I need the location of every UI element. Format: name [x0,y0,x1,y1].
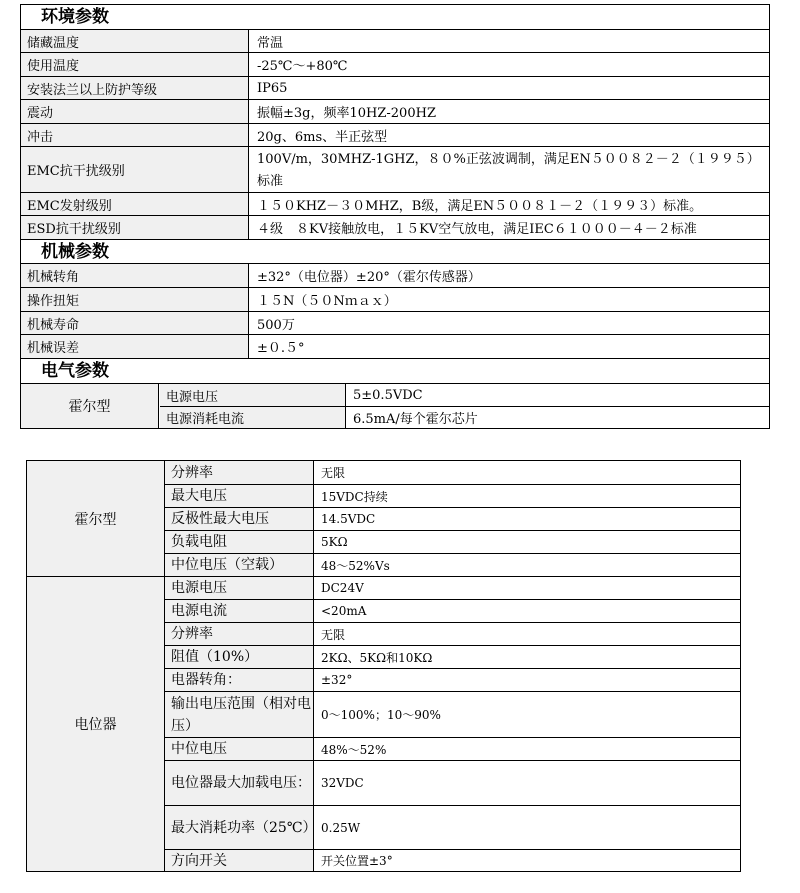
table-row [21,263,769,287]
row-label: 电位器最大加载电压： [165,761,314,805]
table-row [21,123,769,146]
table-row [165,805,740,849]
table-row [165,645,740,668]
row-value: 500万 [257,317,295,333]
row-label: 分辨率 [165,461,314,484]
row-label: 机械误差 [21,335,249,358]
row-value: 14.5VDC [321,512,376,526]
row-label: 电源电压 [165,577,314,599]
row-value: 2KΩ、5KΩ和10KΩ [321,650,433,665]
row-value: 振幅±3g，频率10HZ-200HZ [257,106,436,121]
table-row [21,192,769,215]
section-title-electrical: 电气参数 [21,358,769,383]
row-label: 中位电压（空载） [165,554,314,576]
table-row [165,484,740,507]
row-label: 阻值（10%） [165,646,314,668]
table-row [165,668,740,691]
row-value: 5KΩ [321,535,348,549]
row-value: 0～100%；10～90% [321,708,441,722]
group-label-potentiometer: 电位器 [27,576,165,871]
table-row [165,599,740,622]
row-value: 20g、6ms、半正弦型 [257,129,388,145]
row-label: 电源电流 [165,600,314,622]
row-value: ４级 ８KV接触放电，１５KV空气放电，满足IEC６１０００－４－２标准 [257,222,697,237]
row-label: 储藏温度 [21,30,249,52]
row-value: 48%～52% [321,742,387,757]
row-label: 输出电压范围（相对电压） [165,692,314,737]
row-label: 使用温度 [21,53,249,76]
table-row [21,29,769,52]
row-value: 5±0.5VDC [353,387,423,403]
row-label: 震动 [21,100,249,123]
table-row [21,146,769,192]
row-label: 安装法兰以上防护等级 [21,77,249,99]
row-label: 分辨率 [165,623,314,645]
table-row [165,553,740,576]
section-title-mechanical: 机械参数 [21,239,769,263]
row-value: ±32°（电位器）±20°（霍尔传感器） [257,270,481,285]
table-row [165,737,740,760]
table-row [21,287,769,311]
row-label: 操作扭矩 [21,288,249,311]
row-value: 0.25W [321,820,361,835]
sensor-spec-table [26,460,741,872]
row-value: 15VDC持续 [321,489,388,504]
group-label-hall: 霍尔型 [27,461,165,576]
row-label: 电器转角： [165,669,314,691]
table-row [165,461,740,484]
parameters-table [20,4,770,429]
row-label: 机械寿命 [21,312,249,334]
row-label: 电源消耗电流 [160,407,346,428]
row-label: EMC抗干扰级别 [21,147,249,192]
row-value: １５０KHZ－３０MHZ，B级，满足EN５００８１－２（１９９３）标准。 [257,198,703,214]
electrical-group [21,383,769,428]
row-label: 反极性最大电压 [165,508,314,530]
row-value: 100V/m，30MHZ-1GHZ，８０%正弦波调制，满足EN５００８２－２（１９９５）标准 [257,152,760,189]
row-value: 48～52%Vs [321,558,390,573]
table-row [165,691,740,737]
table-row [165,849,740,871]
table-row [21,311,769,334]
table-row [165,760,740,805]
row-label: 机械转角 [21,264,249,287]
table-row [165,576,740,599]
row-value: ±０.５° [257,341,305,356]
row-value: -25℃～+80℃ [257,59,348,74]
row-label: 冲击 [21,124,249,146]
table-row [165,622,740,645]
row-value: ±32° [321,673,353,687]
row-value: 6.5mA/每个霍尔芯片 [353,412,478,427]
row-value: 常温 [257,35,284,51]
table-row [21,215,769,239]
row-value: IP65 [257,80,288,96]
table-row [21,52,769,76]
row-label: ESD抗干扰级别 [21,216,249,239]
row-value: 无限 [321,466,346,480]
row-label: 中位电压 [165,738,314,760]
row-value: 无限 [321,627,346,642]
row-label: 电源电压 [160,384,346,406]
table-row [21,99,769,123]
table-row [160,384,769,406]
table-row [21,76,769,99]
row-value: <20mA [321,604,367,618]
row-value: 开关位置±3° [321,854,393,868]
row-value: １５N（５０Nｍａｘ） [257,294,397,309]
row-label: 最大电压 [165,485,314,507]
sensor-type-label: 霍尔型 [21,384,159,428]
row-value: DC24V [321,581,364,595]
row-value: 32VDC [321,776,364,790]
table-row [21,334,769,358]
table-row [160,406,769,428]
section-title-environment: 环境参数 [21,5,769,29]
row-label: EMC发射级别 [21,193,249,215]
table-row [165,507,740,530]
row-label: 负载电阻 [165,531,314,553]
row-label: 最大消耗功率（25℃） [165,806,314,849]
table-row [165,530,740,553]
row-label: 方向开关 [165,850,314,871]
